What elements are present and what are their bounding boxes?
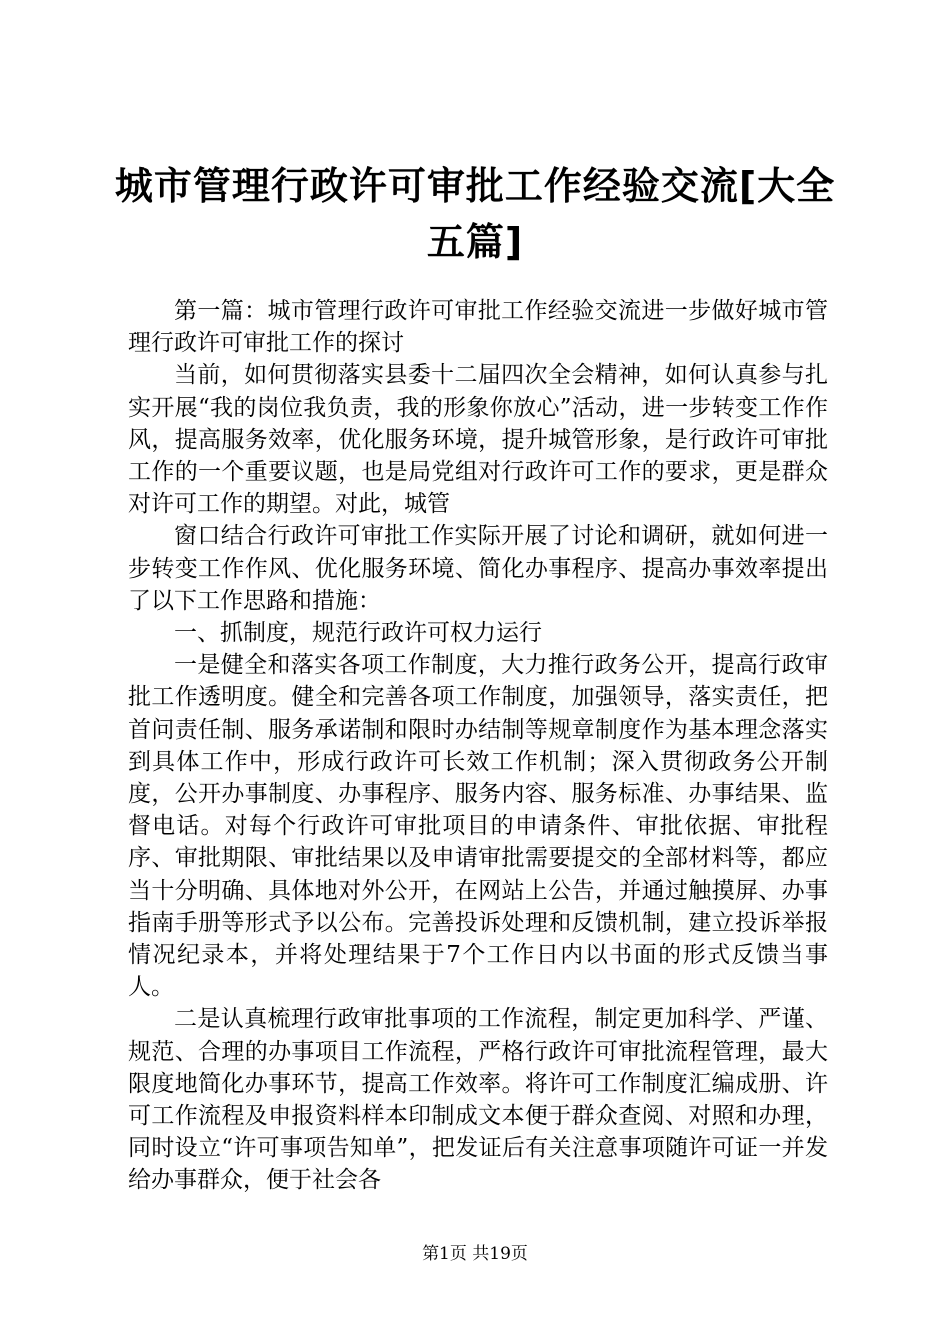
paragraph: 二是认真梳理行政审批事项的工作流程，制定更加科学、严谨、规范、合理的办事项目工作流程，严格行政许可审批流程管理，最大限度地简化办事环节，提高工作效率。将许可工作制度汇编成册、许可工作流程及申报资料样本印制成文本便于群众查阅、对照和办理，同时设立“许可事项告知单”，把发证后有关注意事项随许可证一并发给办事群众，便于社会各 xyxy=(128,1006,828,1194)
document-title: 城市管理行政许可审批工作经验交流[大全五篇] xyxy=(114,164,836,264)
section-heading: 一、抓制度，规范行政许可权力运行 xyxy=(174,620,542,647)
paragraph: 当前，如何贯彻落实县委十二届四次全会精神，如何认真参与扎实开展“我的岗位我负责，我的形象你放心”活动，进一步转变工作作风，提高服务效率，优化服务环境，提升城管形象，是行政许可审批工作的一个重要议题，也是局党组对行政许可工作的要求，更是群众对许可工作的期望。对此，城管 xyxy=(128,362,828,518)
document-body xyxy=(128,295,828,1197)
paragraph: 第一篇：城市管理行政许可审批工作经验交流进一步做好城市管理行政许可审批工作的探讨 xyxy=(128,298,828,357)
paragraph: 窗口结合行政许可审批工作实际开展了讨论和调研，就如何进一步转变工作作风、优化服务环境、简化办事程序、提高办事效率提出了以下工作思路和措施： xyxy=(128,523,828,614)
paragraph: 一是健全和落实各项工作制度，大力推行政务公开，提高行政审批工作透明度。健全和完善各项工作制度，加强领导，落实责任，把首问责任制、服务承诺制和限时办结制等规章制度作为基本理念落实到具体工作中，形成行政许可长效工作机制；深入贯彻政务公开制度，公开办事制度、办事程序、服务内容、服务标准、办事结果、监督电话。对每个行政许可审批项目的申请条件、审批依据、审批程序、审批期限、审批结果以及申请审批需要提交的全部材料等，都应当十分明确、具体地对外公开，在网站上公告，并通过触摸屏、办事指南手册等形式予以公布。完善投诉处理和反馈机制，建立投诉举报情况纪录本，并将处理结果于7个工作日内以书面的形式反馈当事人。 xyxy=(128,652,828,1001)
page-number-footer: 第1页 共19页 xyxy=(422,1244,528,1264)
